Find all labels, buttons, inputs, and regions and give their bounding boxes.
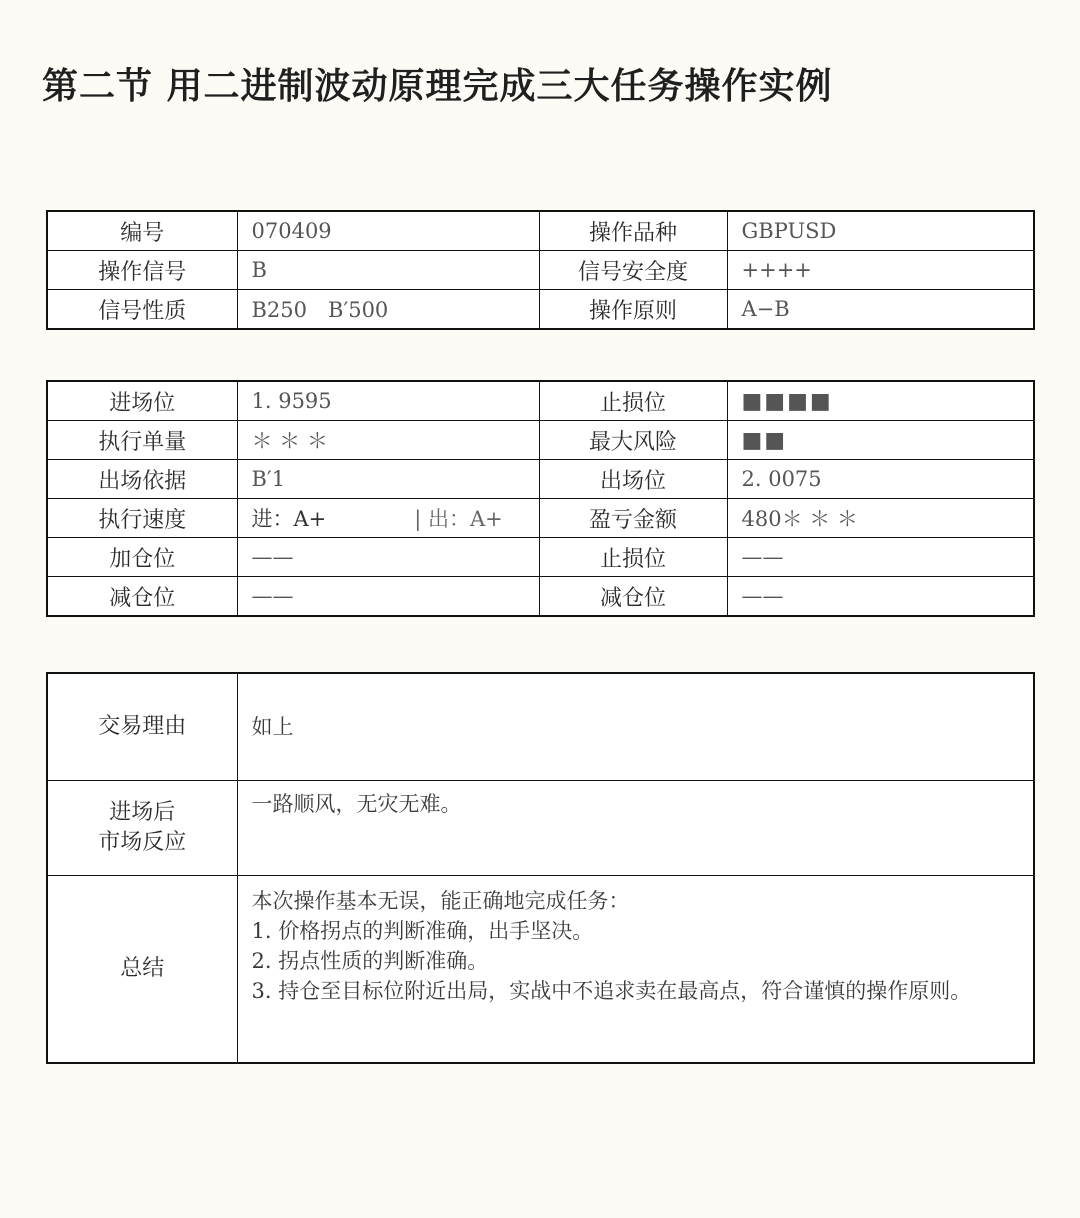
table-row [48,421,1033,460]
summary-line: 2. 拐点性质的判断准确。 [251,949,489,973]
page-title: 第二节 用二进制波动原理完成三大任务操作实例 [42,66,833,107]
cell-value: 070409 [237,212,539,251]
cell-label: 出场依据 [48,460,237,499]
cell-label: 止损位 [539,382,727,421]
cell-value: ++++ [727,251,1033,290]
speed-cell [237,499,539,538]
cell-value: ＊ ＊ ＊ [237,421,539,460]
execution-table [46,380,1035,617]
reaction-label-line: 进场后 [109,800,176,825]
cell-value: B250 B′500 [237,290,539,329]
cell-value: —— [237,538,539,577]
table-row [48,538,1033,577]
cell-label: 盈亏金额 [539,499,727,538]
cell-value: —— [727,538,1033,577]
cell-label: 减仓位 [539,577,727,616]
table-row [48,212,1033,251]
speed-out: | 出：A+ [414,507,503,531]
cell-value: GBPUSD [727,212,1033,251]
signal-table [46,210,1035,330]
cell-label: 操作品种 [539,212,727,251]
cell-value: B [237,251,539,290]
table-row [48,577,1033,616]
summary-line: 本次操作基本无误，能正确地完成任务： [251,889,630,913]
table-row [48,382,1033,421]
cell-label: 加仓位 [48,538,237,577]
cell-label: 减仓位 [48,577,237,616]
cell-label: 进场位 [48,382,237,421]
redacted-value: ■■ [727,421,1033,460]
cell-value: B′1 [237,460,539,499]
cell-value: —— [237,577,539,616]
cell-label: 出场位 [539,460,727,499]
reason-value: 如上 [237,674,1033,781]
cell-label: 信号安全度 [539,251,727,290]
summary-label: 总结 [48,876,237,1063]
cell-value: —— [727,577,1033,616]
speed-in: 进：A+ [251,507,327,531]
reaction-label-line: 市场反应 [98,830,187,855]
cell-label: 止损位 [539,538,727,577]
table-row [48,499,1033,538]
cell-label: 操作信号 [48,251,237,290]
cell-value: 1. 9595 [237,382,539,421]
table-row [48,674,1033,781]
summary-line: 1. 价格拐点的判断准确，出手坚决。 [251,919,594,943]
cell-value: A−B [727,290,1033,329]
table-row [48,251,1033,290]
cell-value: 2. 0075 [727,460,1033,499]
cell-value: 480＊ ＊ ＊ [727,499,1033,538]
cell-label: 操作原则 [539,290,727,329]
review-table [46,672,1035,1064]
cell-label: 编号 [48,212,237,251]
table-row [48,290,1033,329]
cell-label: 执行单量 [48,421,237,460]
summary-line: 3. 持仓至目标位附近出局，实战中不追求卖在最高点，符合谨慎的操作原则。 [251,979,972,1003]
cell-label: 执行速度 [48,499,237,538]
table-row [48,876,1033,1063]
table-row [48,460,1033,499]
cell-label: 最大风险 [539,421,727,460]
redacted-value: ■■■■ [727,382,1033,421]
reaction-label [48,781,237,876]
cell-label: 信号性质 [48,290,237,329]
reaction-value: 一路顺风，无灾无难。 [237,781,1033,876]
reason-label: 交易理由 [48,674,237,781]
table-row [48,781,1033,876]
summary-value [237,876,1033,1063]
